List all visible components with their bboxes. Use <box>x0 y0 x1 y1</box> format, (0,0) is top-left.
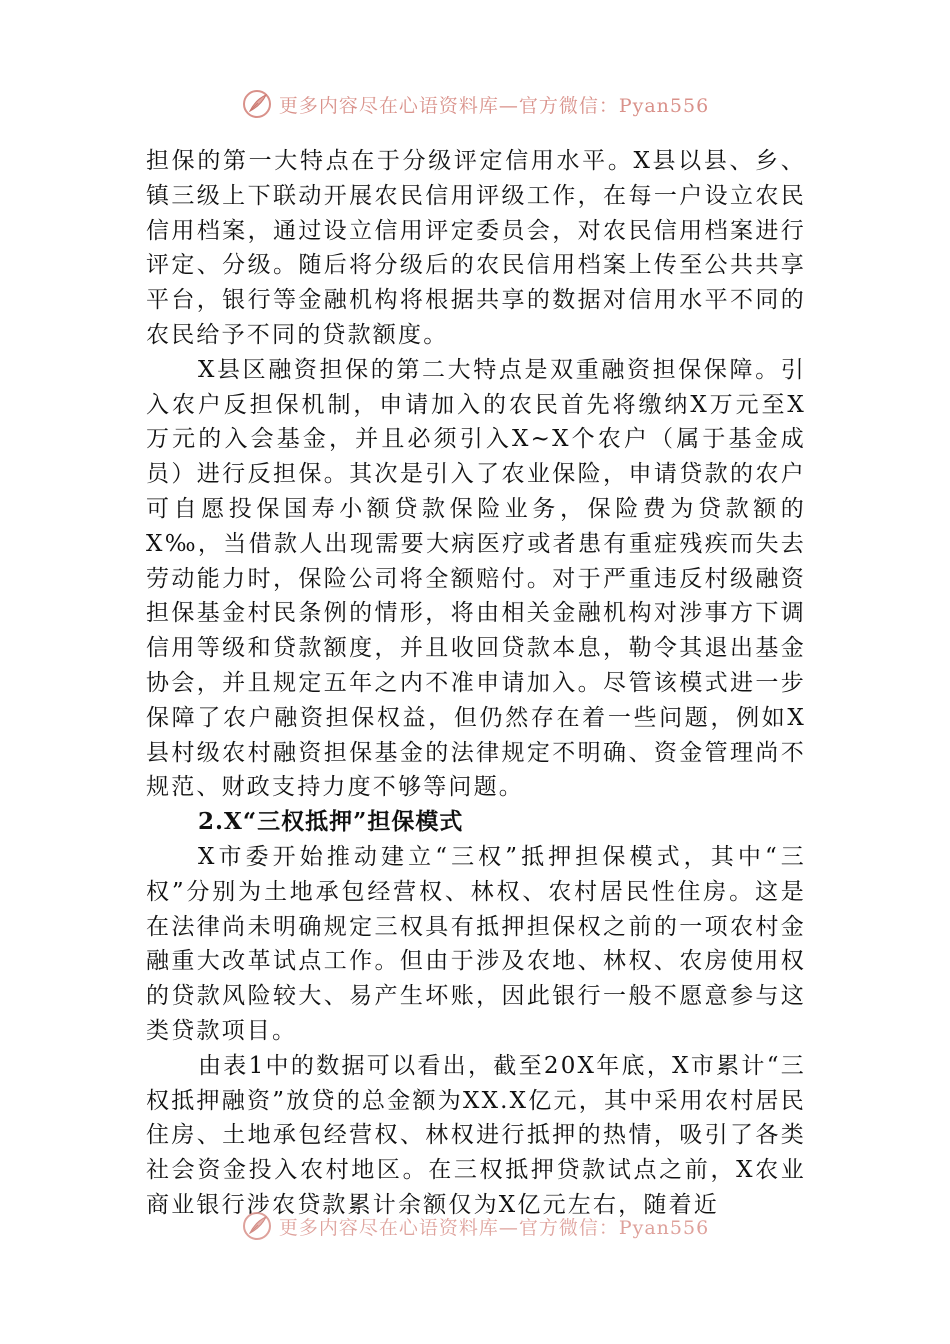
feather-quill-icon <box>241 1210 273 1242</box>
footer-watermark <box>0 1208 950 1244</box>
paragraph-1: 担保的第一大特点在于分级评定信用水平。X县以县、乡、镇三级上下联动开展农民信用评级工作，在每一户设立农民信用档案，通过设立信用评定委员会，对农民信用档案进行评定、分级。随后将分级后的农民信用档案上传至公共共享平台，银行等金融机构将根据共享的数据对信用水平不同的农民给予不同的贷款额度。 <box>146 148 806 348</box>
header-watermark-text: 更多内容尽在心语资料库—官方微信：Pyan556 <box>278 94 710 117</box>
document-body <box>146 144 806 1223</box>
paragraph-3: X市委开始推动建立“三权”抵押担保模式，其中“三权”分别为土地承包经营权、林权、农村居民性住房。这是在法律尚未明确规定三权具有抵押担保权之前的一项农村金融重大改革试点工作。但由于涉及农地、林权、农房使用权的贷款风险较大、易产生坏账，因此银行一般不愿意参与这类贷款项目。 <box>146 843 806 1044</box>
header-watermark <box>0 86 950 122</box>
paragraph-4: 由表1中的数据可以看出，截至20X年底，X市累计“三权抵押融资”放贷的总金额为XX.X亿元，其中采用农村居民住房、土地承包经营权、林权进行抵押的热情，吸引了各类社会资金投入农村地区。在三权抵押贷款试点之前，X农业商业银行涉农贷款累计余额仅为X亿元左右，随着近 <box>146 1052 806 1218</box>
footer-watermark-text: 更多内容尽在心语资料库—官方微信：Pyan556 <box>278 1216 710 1239</box>
feather-quill-icon <box>241 88 273 120</box>
section-heading: 2.X“三权抵押”担保模式 <box>198 808 464 836</box>
paragraph-2: X县区融资担保的第二大特点是双重融资担保保障。引入农户反担保机制，申请加入的农民首先将缴纳X万元至X万元的入会基金，并且必须引入X~X个农户（属于基金成员）进行反担保。其次是引入了农业保险，申请贷款的农户可自愿投保国寿小额贷款保险业务，保险费为贷款额的X‰，当借款人出现需要大病医疗或者患有重症残疾而失去劳动能力时，保险公司将全额赔付。对于严重违反村级融资担保基金村民条例的情形，将由相关金融机构对涉事方下调信用等级和贷款额度，并且收回贷款本息，勒令其退出基金协会，并且规定五年之内不准申请加入。尽管该模式进一步保障了农户融资担保权益，但仍然存在着一些问题，例如X县村级农村融资担保基金的法律规定不明确、资金管理尚不规范、财政支持力度不够等问题。 <box>146 356 806 801</box>
